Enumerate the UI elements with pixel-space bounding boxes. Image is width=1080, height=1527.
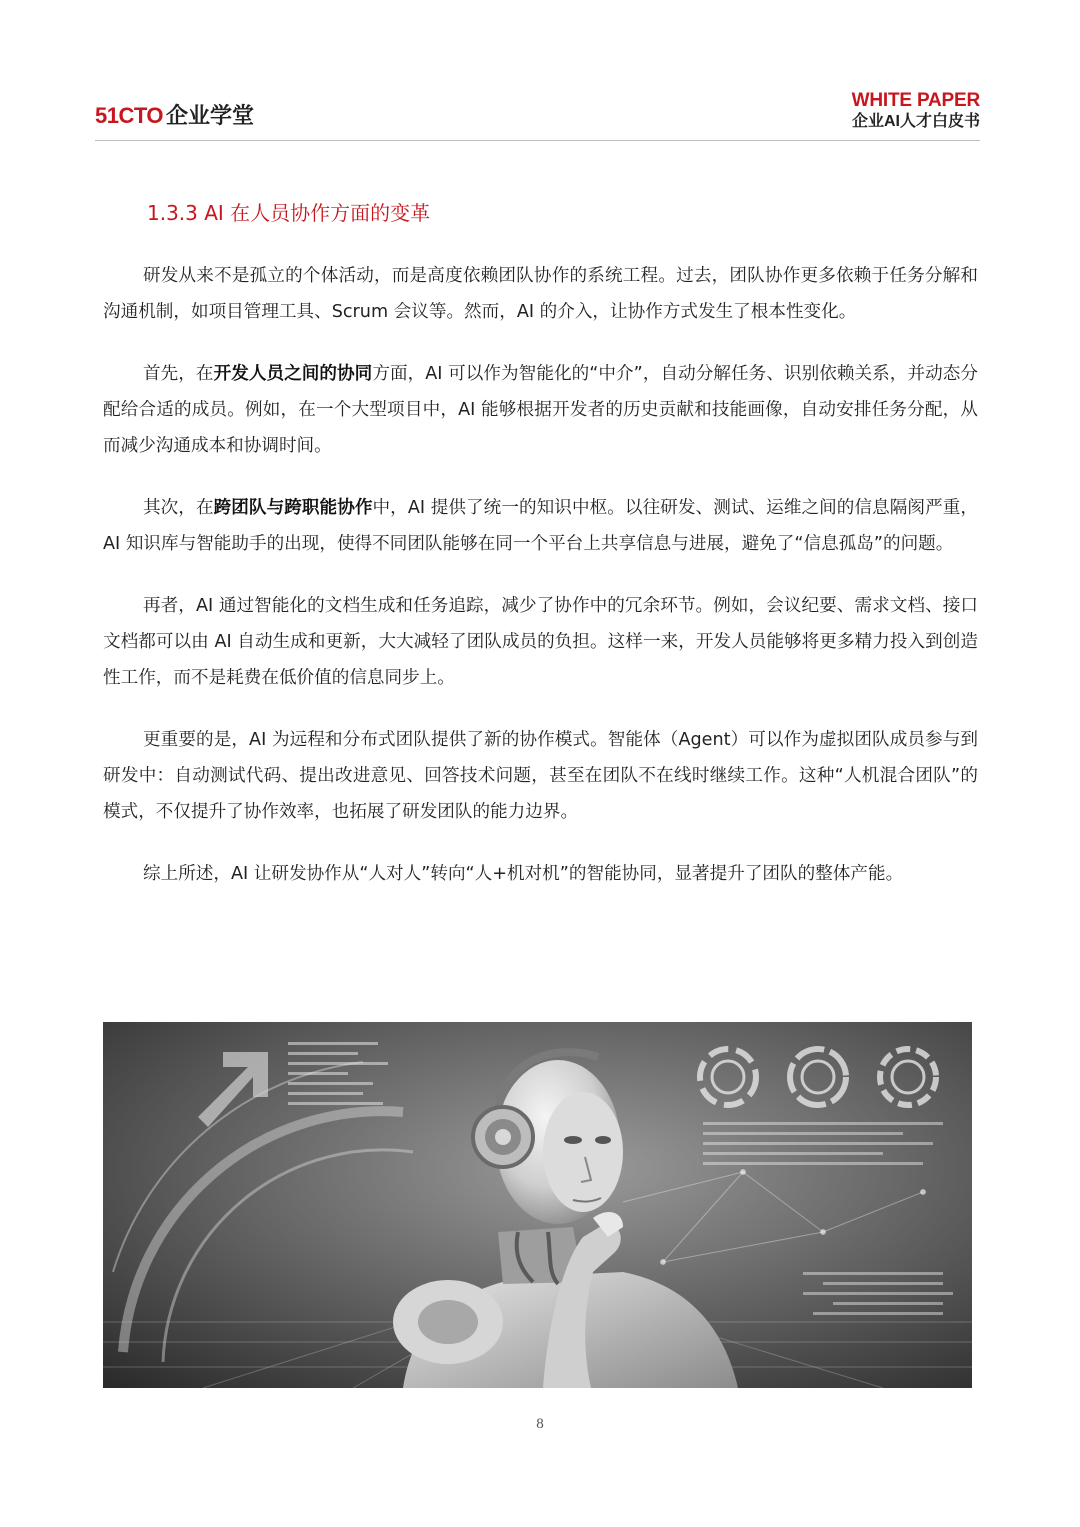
document-title: 企业AI人才白皮书 xyxy=(851,113,980,130)
robot-illustration xyxy=(103,1022,972,1388)
white-paper-label xyxy=(852,90,980,132)
robot-image xyxy=(103,1022,972,1388)
white-paper-en: WHITE PAPER xyxy=(851,90,980,111)
logo xyxy=(95,102,254,130)
paragraph-6: 综上所述，AI 让研发协作从“人对人”转向“人+机对机”的智能协同，显著提升了团队的整体产能。 xyxy=(143,864,904,884)
paragraph-3 xyxy=(103,490,978,562)
paragraph-3-pre: 其次，在 xyxy=(143,498,214,518)
paragraph-2-bold: 开发人员之间的协同 xyxy=(213,364,373,384)
logo-sub: 企业学堂 xyxy=(166,103,255,128)
paragraph-1: 研发从来不是孤立的个体活动，而是高度依赖团队协作的系统工程。过去，团队协作更多依赖于任务分解和沟通机制，如项目管理工具、Scrum 会议等。然而，AI 的介入，让协作方式发生了根本性变化。 xyxy=(103,266,978,322)
paragraph-2 xyxy=(103,356,978,464)
paragraph-3-post: 中，AI 提供了统一的知识中枢。以往研发、测试、运维之间的信息隔阂严重，AI 知识库与智能助手的出现，使得不同团队能够在同一个平台上共享信息与进展，避免了“信息孤岛”的问题。 xyxy=(103,498,978,554)
section-title: 1.3.3 AI 在人员协作方面的变革 xyxy=(147,201,431,225)
logo-brand: 51CTO xyxy=(95,103,164,128)
page-header xyxy=(95,88,980,141)
body-text xyxy=(103,258,978,918)
page-number: 8 xyxy=(536,1416,544,1432)
paragraph-3-bold: 跨团队与跨职能协作 xyxy=(213,498,373,518)
paragraph-2-pre: 首先，在 xyxy=(143,364,214,384)
paragraph-2-post: 方面，AI 可以作为智能化的“中介”，自动分解任务、识别依赖关系，并动态分配给合适的成员。例如，在一个大型项目中，AI 能够根据开发者的历史贡献和技能画像，自动安排任务分配，从而减少沟通成本和协调时间。 xyxy=(103,364,978,456)
paragraph-4: 再者，AI 通过智能化的文档生成和任务追踪，减少了协作中的冗余环节。例如，会议纪要、需求文档、接口文档都可以由 AI 自动生成和更新，大大减轻了团队成员的负担。这样一来，开发人员能够将更多精力投入到创造性工作，而不是耗费在低价值的信息同步上。 xyxy=(103,596,978,688)
paragraph-5: 更重要的是，AI 为远程和分布式团队提供了新的协作模式。智能体（Agent）可以作为虚拟团队成员参与到研发中：自动测试代码、提出改进意见、回答技术问题，甚至在团队不在线时继续工作。这种“人机混合团队”的模式，不仅提升了协作效率，也拓展了研发团队的能力边界。 xyxy=(103,730,978,822)
